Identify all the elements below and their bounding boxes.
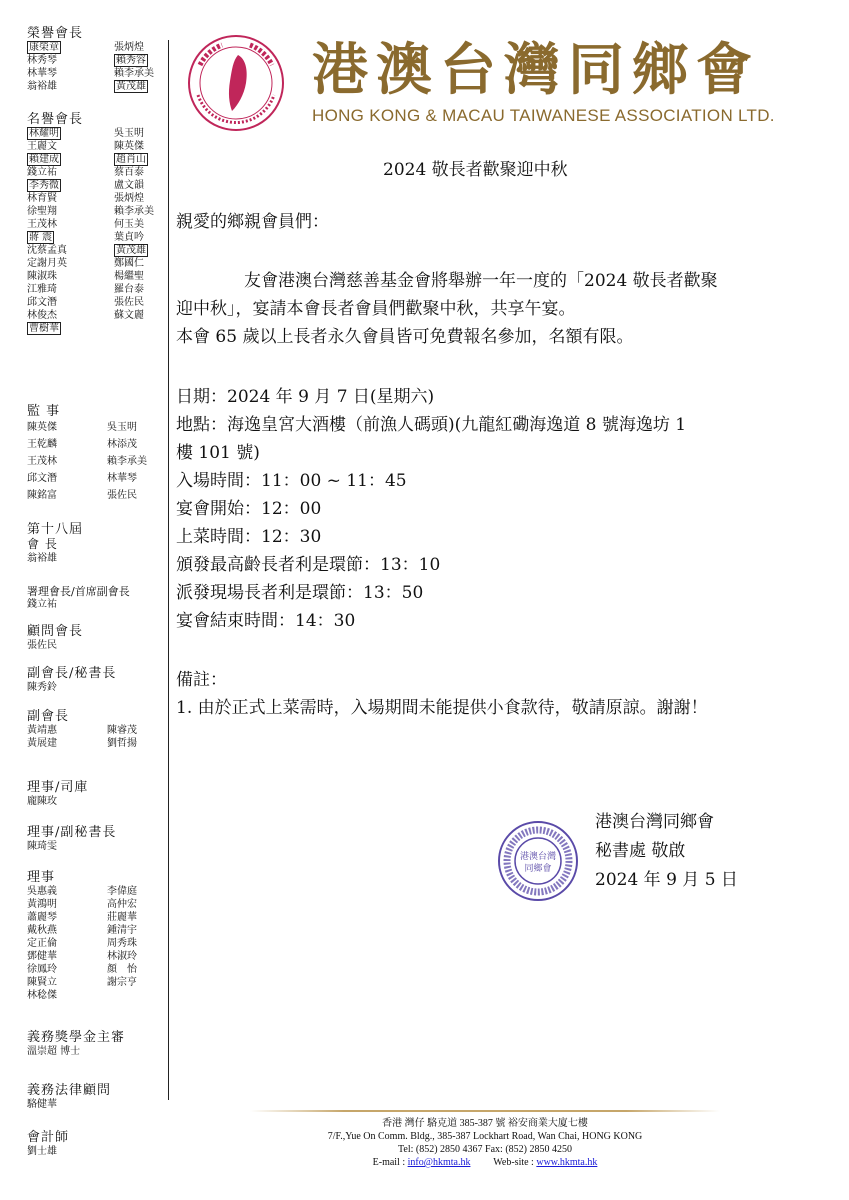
name-list [27,41,184,93]
section-title: 名譽會長 [27,112,84,127]
member-name: 康榮章 [29,42,59,53]
legal-advisor-section [27,1083,111,1111]
member-name: 羅台泰 [114,284,144,295]
name-list [27,724,177,750]
vp-secretary-section [27,666,116,694]
detail-line: 派發現場長者利是環節：13：50 [176,583,424,603]
member-name: 周秀珠 [107,938,137,949]
paragraph-line: 迎中秋」，宴請本會長者會員們歡聚中秋，共享午宴。 [176,299,576,319]
member-name: 張炳煌 [114,193,144,204]
member-name: 邱文潛 [27,473,57,484]
member-name: 翁裕雄 [27,81,57,92]
member-name: 林稔傑 [27,990,57,1001]
section-title: 副會長/秘書長 [27,666,117,681]
member-name: 鄧健華 [27,951,57,962]
person-name: 溫崇超 博士 [27,1046,81,1057]
member-name: 高仲宏 [107,899,137,910]
member-name: 定謝月英 [27,258,67,269]
event-details [176,383,686,635]
name-list [27,885,177,1002]
signature-block [595,808,738,895]
member-name: 蘇文麗 [114,310,144,321]
signature-org: 港澳台灣同鄉會 [595,812,714,832]
member-name: 張佐民 [107,490,137,501]
member-name: 林育賢 [27,193,57,204]
note-item: 1. 由於正式上菜需時，入場期間未能提供小食款待，敬請原諒。謝謝！ [176,698,708,718]
term-president-section [27,522,83,565]
member-name: 曹樹華 [29,323,59,334]
honorary-presidents-section [27,112,184,335]
member-name: 陳英傑 [27,422,57,433]
name-list [27,419,177,504]
member-name: 林秀琴 [27,55,57,66]
detail-line: 樓 101 號) [176,443,260,463]
member-name: 楊繼聖 [114,271,144,282]
person-name: 錢立祐 [27,599,57,610]
tel-fax: Tel: (852) 2850 4367 Fax: (852) 2850 4250 [397,1144,572,1155]
member-name: 吳玉明 [114,128,144,139]
detail-line: 宴會開始：12：00 [176,499,322,519]
vice-presidents-section [27,709,177,750]
member-name: 賴秀容 [116,55,146,66]
member-name: 賴建成 [29,154,59,165]
section-title: 顧問會長 [27,624,84,639]
member-name [114,322,184,335]
member-name: 劉哲揚 [107,738,137,749]
member-name: 李偉庭 [107,886,137,897]
detail-line: 日期：2024 年 9 月 7 日(星期六) [176,387,435,407]
member-name [107,989,177,1002]
member-name: 蕭麗琴 [27,912,57,923]
member-name: 盧文韻 [114,180,144,191]
section-title: 義務法律顧問 [27,1083,112,1098]
member-name: 王乾麟 [27,439,57,450]
person-name: 陳秀鈴 [27,682,57,693]
website-label: Web-site : [493,1157,537,1168]
member-name: 陳睿茂 [107,725,137,736]
member-name: 王茂林 [27,456,57,467]
contact-line [230,1156,740,1169]
email-link[interactable]: info@hkmta.hk [407,1157,471,1168]
member-name: 錢立祐 [27,167,57,178]
accountant-section [27,1130,69,1158]
person-name: 陳琦雯 [27,841,57,852]
member-name: 黃鴻明 [27,899,57,910]
member-name: 王麗文 [27,141,57,152]
letter-title: 2024 敬長者歡聚迎中秋 [383,160,568,180]
person-name: 龐陳玫 [27,796,57,807]
sidebar [0,0,170,1200]
footer [230,1117,740,1169]
website-link[interactable]: www.hkmta.hk [536,1157,598,1168]
member-name: 黃展建 [27,738,57,749]
intro-paragraph [176,267,718,351]
paragraph-line: 本會 65 歲以上長者永久會員皆可免費報名參加，名額有限。 [176,327,634,347]
directors-section [27,870,177,1002]
detail-line: 入場時間：11：00 ~ 11：45 [176,471,407,491]
svg-text:同鄉會: 同鄉會 [524,864,552,874]
member-name: 莊麗華 [107,912,137,923]
paragraph-line: 友會港澳台灣慈善基金會將舉辦一年一度的「2024 敬長者歡聚 [244,271,718,291]
member-name: 賴李承美 [114,68,154,79]
deputy-secretary-section [27,825,116,853]
member-name: 林華琴 [107,473,137,484]
member-name: 黃靖惠 [27,725,57,736]
detail-line: 宴會結束時間：14：30 [176,611,356,631]
footer-divider [250,1110,720,1112]
address-chinese: 香港 灣仔 駱克道 385-387 號 裕安商業大廈七樓 [382,1118,588,1129]
member-name: 吳玉明 [107,422,137,433]
scholarship-section [27,1030,125,1058]
treasurer-section [27,780,88,808]
greeting: 親愛的鄉親會員們： [176,212,329,232]
member-name: 林淑玲 [107,951,137,962]
member-name: 陳銘富 [27,490,57,501]
member-name: 黃茂雄 [116,81,146,92]
person-name: 張佐民 [27,640,57,651]
member-name: 江雅琦 [27,284,57,295]
member-name: 林耀明 [29,128,59,139]
member-name: 林俊杰 [27,310,57,321]
member-name: 張炳煌 [114,42,144,53]
org-name-english: HONG KONG & MACAU TAIWANESE ASSOCIATION LTD. [312,106,775,125]
member-name: 陳賢立 [27,977,57,988]
member-name: 賴李承美 [114,206,154,217]
detail-line: 上菜時間：12：30 [176,527,322,547]
section-title: 監 事 [27,404,61,419]
honorary-chairmen-section [27,26,184,93]
advisor-section [27,624,83,652]
email-label: E-mail : [372,1157,408,1168]
member-name: 定正倫 [27,938,57,949]
member-name: 吳惠義 [27,886,57,897]
member-name: 顏 怡 [107,964,137,975]
section-subtitle: 會 長 [27,537,58,551]
address-english: 7/F.,Yue On Comm. Bldg., 385-387 Lockhart Road, Wan Chai, HONG KONG [327,1131,643,1142]
member-name: 徐聖翔 [27,206,57,217]
acting-president-section [27,585,130,611]
member-name: 謝宗亨 [107,977,137,988]
notes-title: 備註： [176,670,227,690]
association-logo [186,33,286,133]
member-name: 戴秋燕 [27,925,57,936]
detail-line: 頒發最高齡長者利是環節：13：10 [176,555,441,575]
notes-section [176,666,708,722]
member-name: 鍾清宇 [107,925,137,936]
svg-text:港澳台灣: 港澳台灣 [519,852,557,862]
member-name: 張佐民 [114,297,144,308]
member-name: 徐鳳玲 [27,964,57,975]
section-title: 副會長 [27,709,70,724]
section-title: 義務獎學金主審 [27,1030,126,1045]
section-title: 理事 [27,870,56,885]
member-name: 鄭國仁 [114,258,144,269]
signature-date: 2024 年 9 月 5 日 [595,870,738,890]
org-name-chinese: 港澳台灣同鄉會 [312,37,760,103]
signature-dept: 秘書處 敬啟 [595,841,686,861]
person-name: 翁裕雄 [27,553,57,564]
detail-line: 地點：海逸皇宮大酒樓（前漁人碼頭)(九龍紅磡海逸道 8 號海逸坊 1 [176,415,687,435]
member-name: 黃茂雄 [116,245,146,256]
person-name: 劉士雄 [27,1146,57,1157]
member-name: 林華琴 [27,68,57,79]
section-title: 榮譽會長 [27,26,84,41]
supervisors-section [27,404,177,504]
member-name: 沈蔡孟真 [27,245,67,256]
member-name: 趙肖山 [116,154,146,165]
member-name: 陳英傑 [114,141,144,152]
name-list [27,127,184,335]
member-name: 何玉美 [114,219,144,230]
association-seal [497,820,579,902]
member-name: 葉貞吟 [114,232,144,243]
section-title: 會計師 [27,1130,70,1145]
member-name: 賴李承美 [107,456,147,467]
member-name: 王茂林 [27,219,57,230]
member-name: 蔣 震 [29,232,53,243]
member-name: 林添茂 [107,439,137,450]
member-name: 李秀微 [29,180,59,191]
section-title: 理事/副秘書長 [27,825,117,840]
member-name: 邱文潛 [27,297,57,308]
section-title: 理事/司庫 [27,780,89,795]
section-title: 署理會長/首席副會長 [27,585,130,598]
person-name: 駱健華 [27,1099,57,1110]
section-title: 第十八屆 [27,522,84,537]
member-name: 陳淑珠 [27,271,57,282]
member-name: 蔡百泰 [114,167,144,178]
